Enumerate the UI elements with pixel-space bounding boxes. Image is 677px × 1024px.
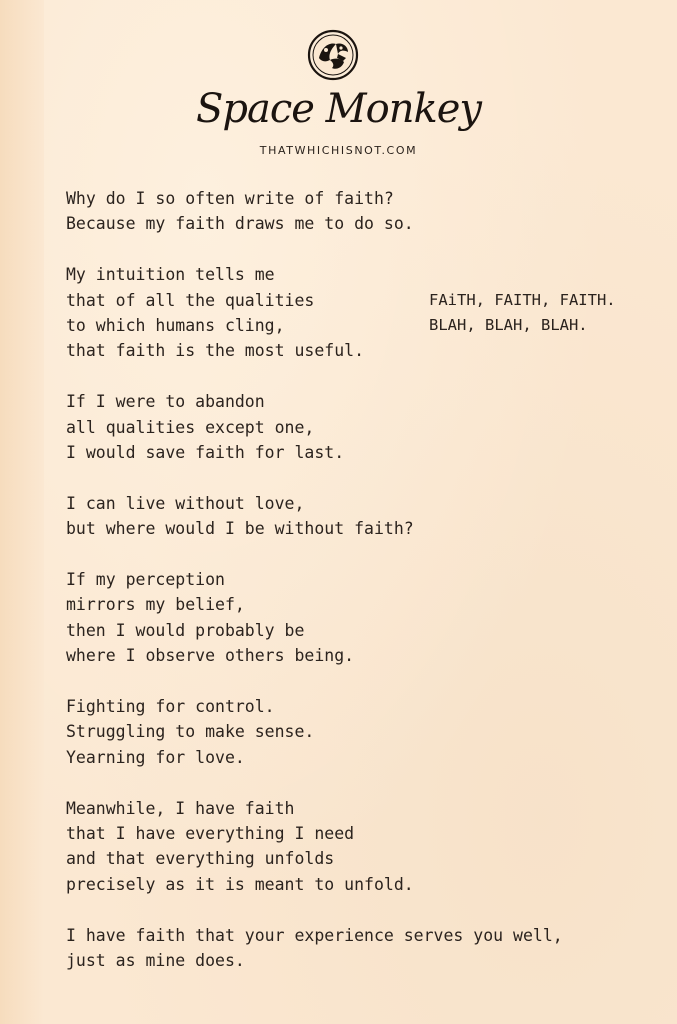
poem-line: then I would probably be bbox=[66, 620, 305, 640]
poem-line: Struggling to make sense. bbox=[66, 722, 315, 742]
stanza bbox=[66, 694, 563, 770]
poem-line: to which humans cling, bbox=[66, 316, 285, 336]
aside-line: FAiTH, FAITH, FAITH. bbox=[429, 291, 616, 309]
poem-line: If my perception bbox=[66, 570, 225, 590]
poem-line: Yearning for love. bbox=[66, 747, 245, 767]
poem-line: that faith is the most useful. bbox=[66, 341, 365, 361]
stanza bbox=[66, 491, 563, 542]
stanza bbox=[66, 186, 563, 237]
poem-line: where I observe others being. bbox=[66, 646, 355, 666]
aside-note bbox=[429, 288, 616, 339]
site-url: THATWHICHISNOT.COM bbox=[259, 144, 418, 157]
stanza bbox=[66, 389, 563, 465]
poem-line: and that everything unfolds bbox=[66, 849, 335, 869]
poem-line: My intuition tells me bbox=[66, 265, 275, 285]
poem-line: I would save faith for last. bbox=[66, 443, 345, 463]
poem-line: just as mine does. bbox=[66, 951, 245, 971]
poem-line: that I have everything I need bbox=[66, 824, 355, 844]
poem-line: I can live without love, bbox=[66, 493, 305, 513]
poem-line: Why do I so often write of faith? bbox=[66, 189, 394, 208]
poem-line: that of all the qualities bbox=[66, 290, 315, 310]
brand-title: Space Monkey bbox=[196, 86, 481, 132]
poem-line: precisely as it is meant to unfold. bbox=[66, 874, 414, 894]
space-monkey-logo-icon bbox=[306, 28, 360, 82]
poem-line: mirrors my belief, bbox=[66, 595, 245, 615]
poem-line: Fighting for control. bbox=[66, 697, 275, 717]
poem-line: but where would I be without faith? bbox=[66, 519, 414, 539]
poem-line: all qualities except one, bbox=[66, 417, 315, 437]
stanza bbox=[66, 796, 563, 898]
poem-line: If I were to abandon bbox=[66, 392, 265, 412]
stanza bbox=[66, 567, 563, 669]
stanza bbox=[66, 923, 563, 974]
poem-line: Meanwhile, I have faith bbox=[66, 798, 295, 818]
poem-line: I have faith that your experience serves you well, bbox=[66, 925, 563, 945]
aside-line: BLAH, BLAH, BLAH. bbox=[429, 316, 588, 335]
poem-line: Because my faith draws me to do so. bbox=[66, 214, 414, 234]
